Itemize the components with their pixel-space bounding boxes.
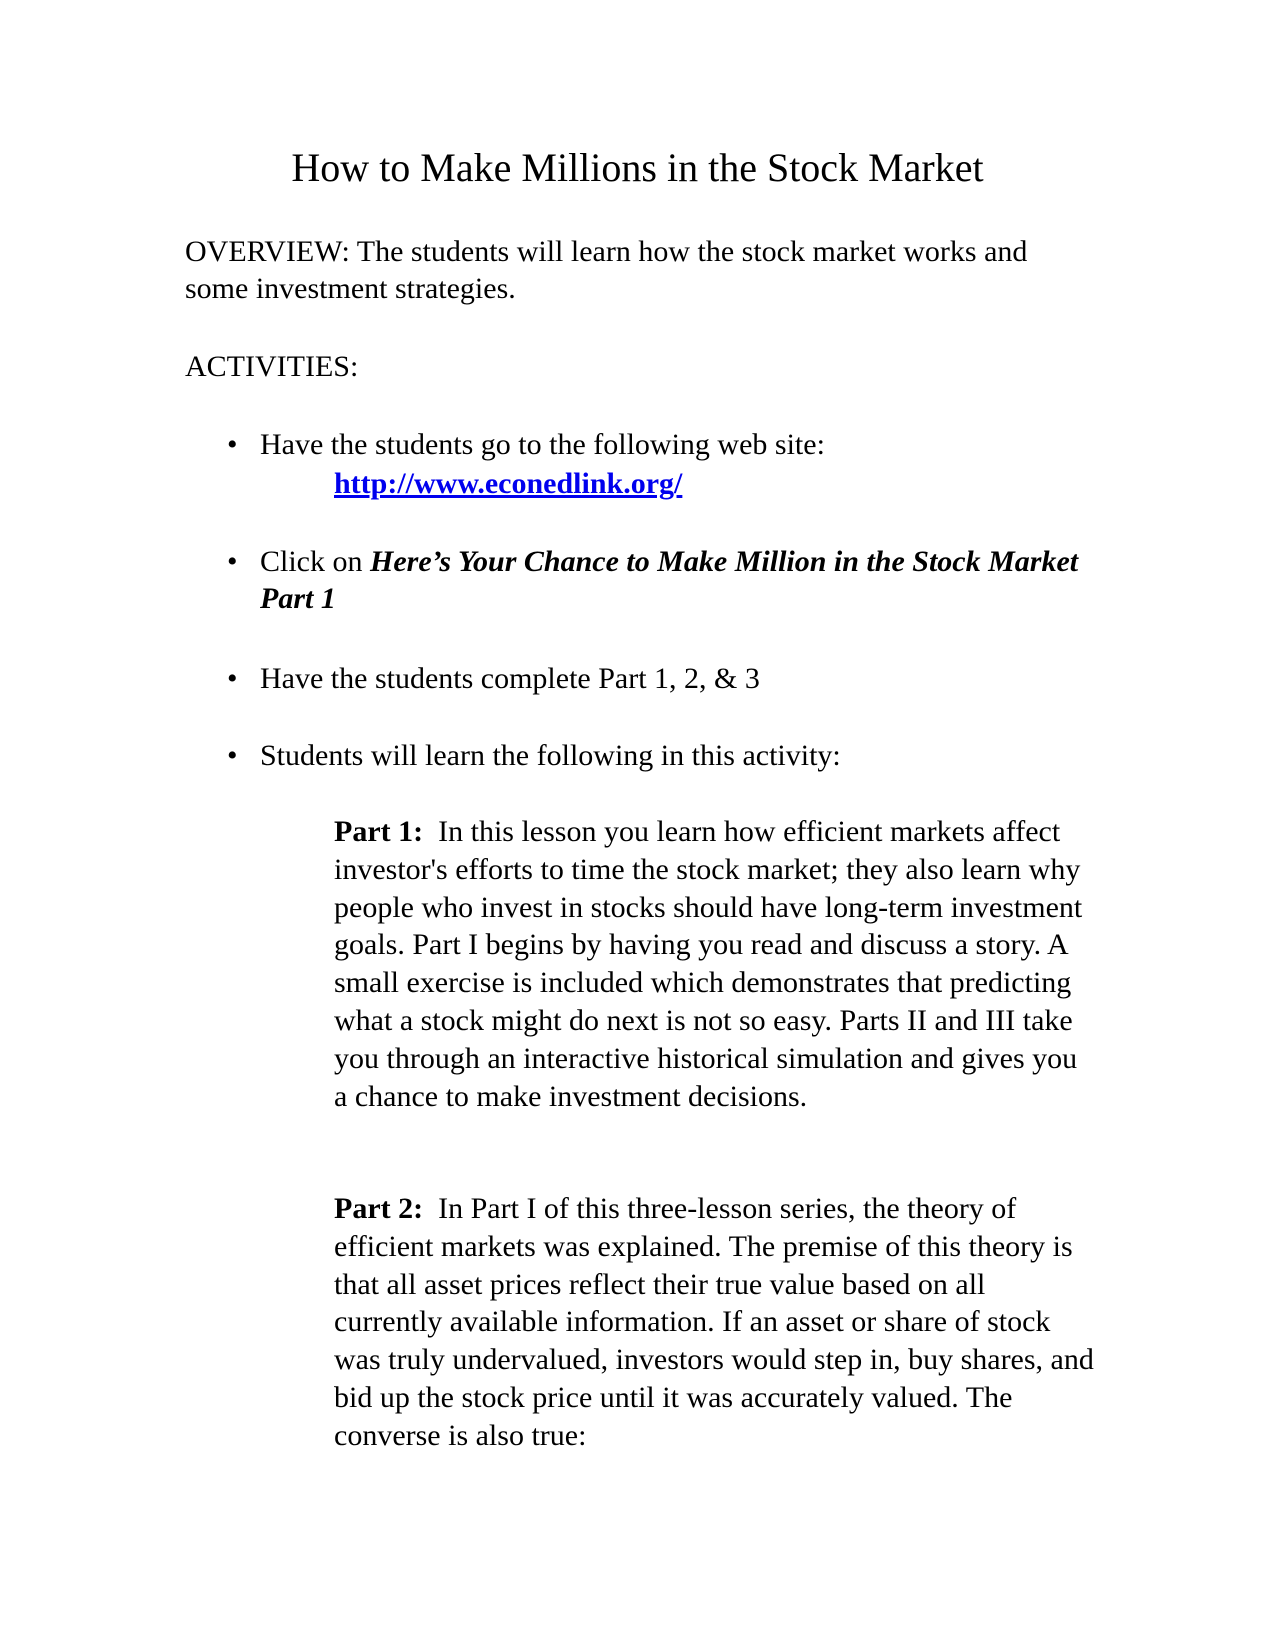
bullet-icon: • [227,662,238,695]
website-link[interactable]: http://www.econedlink.org/ [334,467,683,500]
part-1-text: In this lesson you learn how efficient markets affect investor's efforts to time the stock market; they also learn why people who invest in stocks should have long-term investment goals. Part I begins by having you read and discuss a story. A small exercise is included which demonstrates that predicting what a stock might do next is not so easy. Parts II and III take you through an interactive historical simulation and gives you a chance to make investment decisions. [334,815,1083,1113]
bullet-text [260,543,1080,617]
bullet-text: Have the students go to the following web site: [260,428,825,461]
bullet-icon: • [227,545,238,578]
part-2-text: In Part I of this three-lesson series, the theory of efficient markets was explained. The premise of this theory is that all asset prices reflect their true value based on all currently available information. If an asset or share of stock was truly undervalued, investors would step in, buy shares, and bid up the stock price until it was accurately valued. The converse is also true: [334,1192,1094,1452]
overview-paragraph: OVERVIEW: The students will learn how the stock market works and some investment strategies. [185,235,1028,305]
bullet-icon: • [227,428,238,461]
activities-heading: ACTIVITIES: [185,350,359,383]
document-title: How to Make Millions in the Stock Market [291,145,984,190]
part-2-label: Part 2: [334,1192,424,1225]
bullet-prefix: Click on [260,545,370,578]
bullet-text: Have the students complete Part 1, 2, & 3 [260,662,760,695]
lesson-title-emphasis: Here’s Your Chance to Make Million in the Stock Market Part 1 [260,545,1079,615]
part-2-paragraph [334,1190,1094,1455]
bullet-text: Students will learn the following in this activity: [260,739,841,772]
bullet-icon: • [227,739,238,772]
part-1-label: Part 1: [334,815,424,848]
part-1-paragraph [334,813,1094,1115]
